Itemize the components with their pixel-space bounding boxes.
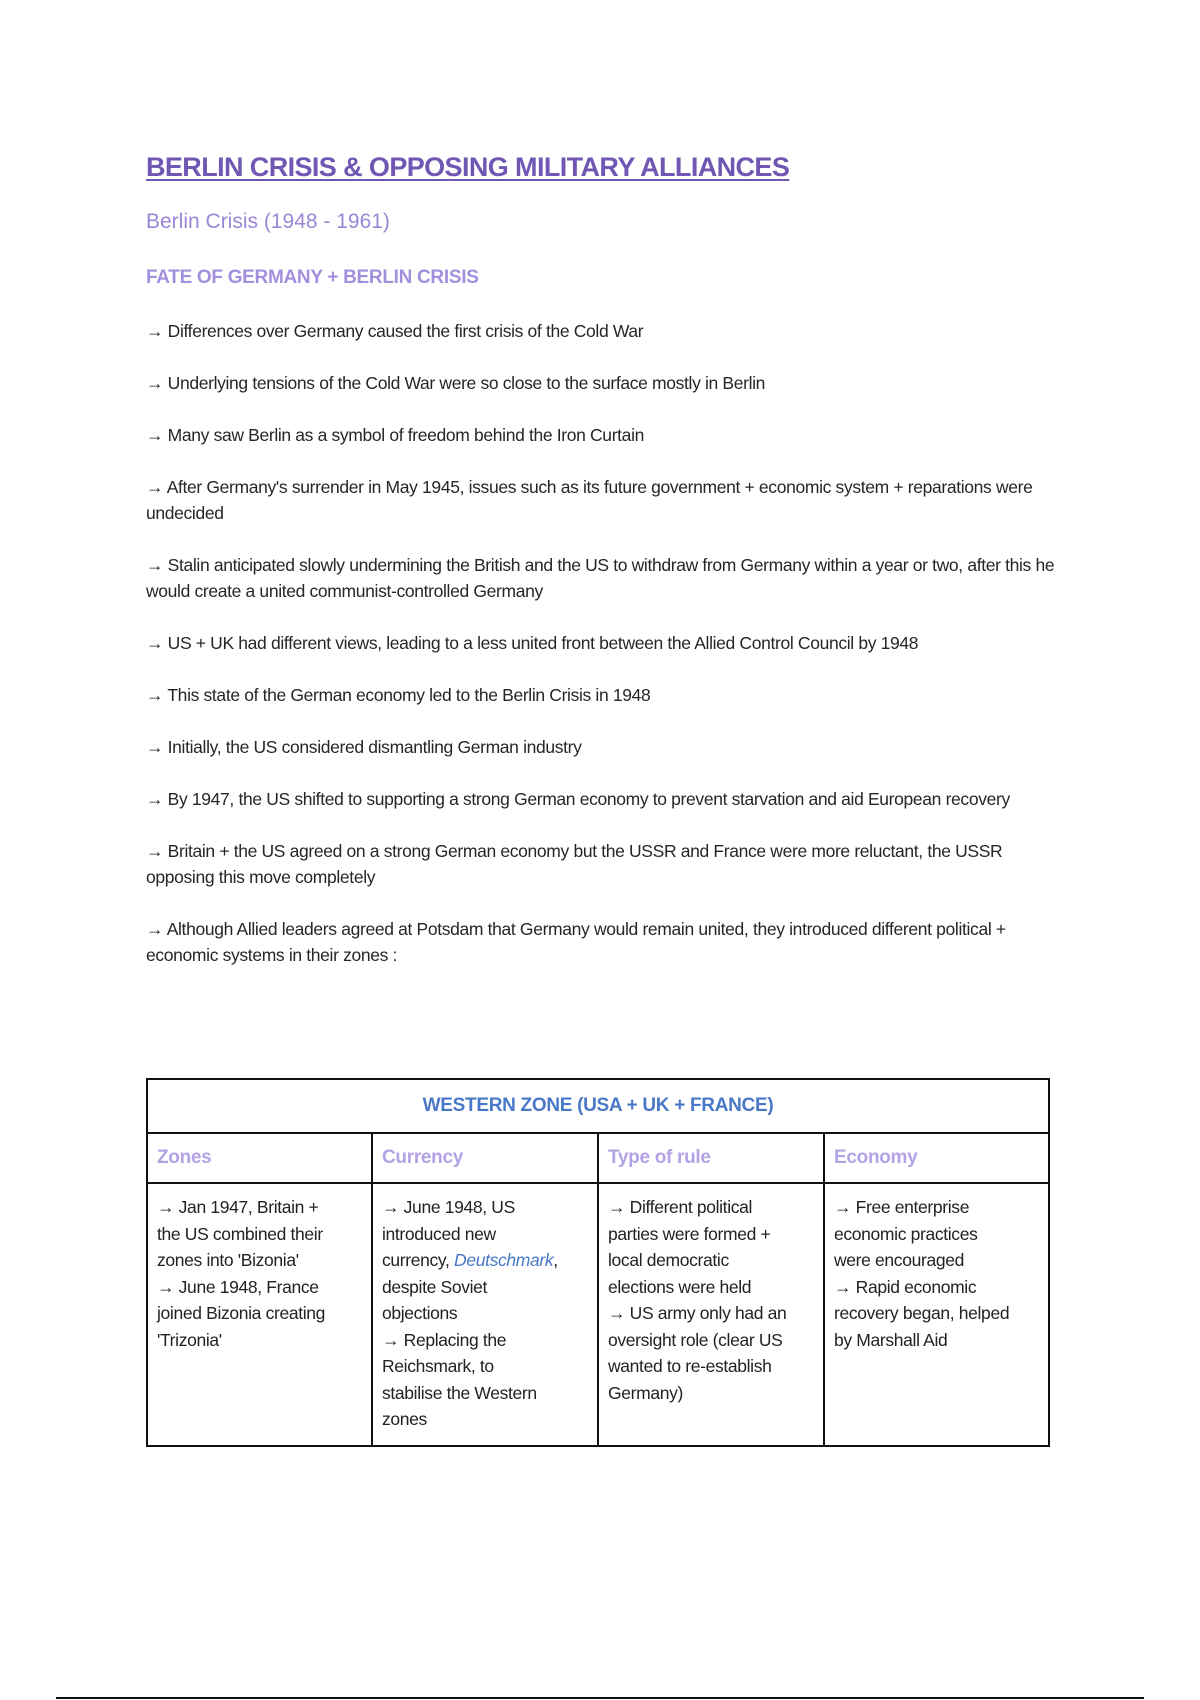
page-title: BERLIN CRISIS & OPPOSING MILITARY ALLIANCES [146, 152, 790, 182]
cell-line: → Jan 1947, Britain + [157, 1197, 319, 1217]
cell-line: zones [382, 1409, 427, 1429]
cell-economy [824, 1183, 1049, 1446]
cell-line: recovery began, helped [834, 1303, 1010, 1323]
cell-line: were encouraged [834, 1250, 964, 1270]
cell-line [382, 1247, 588, 1274]
western-zone-table [146, 1078, 1050, 1447]
cell-currency [372, 1183, 598, 1446]
cell-line: local democratic [608, 1250, 729, 1270]
table-title: WESTERN ZONE (USA + UK + FRANCE) [147, 1079, 1049, 1133]
cell-line: elections were held [608, 1276, 752, 1297]
cell-line: economic practices [834, 1223, 978, 1244]
deutschmark-highlight: Deutschmark [454, 1250, 554, 1270]
column-header-currency: Currency [372, 1133, 598, 1183]
cell-line: → Replacing the [382, 1329, 507, 1350]
cell-line: 'Trizonia' [157, 1329, 222, 1350]
bullet-item: → After Germany's surrender in May 1945, issues such as its future government + economic system + reparations were undecided [146, 477, 1033, 523]
bullet-list [146, 318, 1056, 968]
bullet-item: → US + UK had different views, leading to a less united front between the Allied Control Council by 1948 [146, 633, 919, 653]
column-header-zones: Zones [147, 1133, 372, 1183]
subtitle: Berlin Crisis (1948 - 1961) [146, 210, 390, 233]
cell-type-of-rule [598, 1183, 824, 1446]
bullet-item: → By 1947, the US shifted to supporting a strong German economy to prevent starvation and aid European recovery [146, 789, 1010, 809]
cell-text: currency, [382, 1250, 455, 1270]
bullet-item: → Many saw Berlin as a symbol of freedom behind the Iron Curtain [146, 425, 644, 445]
cell-line: → June 1948, France [157, 1276, 319, 1297]
table-title-row [147, 1079, 1049, 1133]
cell-line: → Different political [608, 1197, 753, 1217]
cell-line: joined Bizonia creating [157, 1303, 326, 1323]
bullet-item: → Britain + the US agreed on a strong German economy but the USSR and France were more reluctant, the USSR opposing this move completely [146, 841, 1003, 887]
cell-line: objections [382, 1303, 458, 1323]
cell-line: → Free enterprise [834, 1197, 970, 1217]
document-page [146, 150, 1056, 1429]
cell-text: , [553, 1250, 558, 1270]
page-bottom-rule [56, 1697, 1144, 1699]
cell-line: → Rapid economic [834, 1276, 977, 1297]
cell-line: wanted to re-establish [608, 1356, 772, 1376]
cell-zones [147, 1183, 372, 1446]
cell-line: → US army only had an [608, 1303, 787, 1323]
cell-line: by Marshall Aid [834, 1329, 948, 1350]
cell-line: the US combined their [157, 1223, 323, 1244]
cell-line: despite Soviet [382, 1276, 488, 1297]
bullet-item: → Initially, the US considered dismantling German industry [146, 737, 582, 757]
column-header-type-of-rule: Type of rule [598, 1133, 824, 1183]
bullet-item: → Although Allied leaders agreed at Potsdam that Germany would remain united, they introduced different political + economic systems in their zones : [146, 919, 1006, 965]
cell-line: stabilise the Western [382, 1382, 537, 1403]
cell-line: → June 1948, US [382, 1197, 515, 1217]
cell-line: oversight role (clear US [608, 1329, 783, 1350]
table-row [147, 1183, 1049, 1446]
cell-line: introduced new [382, 1223, 496, 1244]
bullet-item: → Differences over Germany caused the first crisis of the Cold War [146, 321, 644, 341]
bullet-item: → This state of the German economy led to the Berlin Crisis in 1948 [146, 685, 651, 705]
cell-line: Reichsmark, to [382, 1356, 494, 1376]
table-header-row [147, 1133, 1049, 1183]
column-header-economy: Economy [824, 1133, 1049, 1183]
section-heading: FATE OF GERMANY + BERLIN CRISIS [146, 267, 479, 288]
bullet-item: → Underlying tensions of the Cold War were so close to the surface mostly in Berlin [146, 373, 766, 393]
cell-line: parties were formed + [608, 1223, 771, 1244]
cell-line: zones into 'Bizonia' [157, 1250, 299, 1270]
cell-line: Germany) [608, 1382, 683, 1403]
bullet-item: → Stalin anticipated slowly undermining the British and the US to withdraw from Germany within a year or two, after this he would create a united communist-controlled Germany [146, 555, 1055, 601]
